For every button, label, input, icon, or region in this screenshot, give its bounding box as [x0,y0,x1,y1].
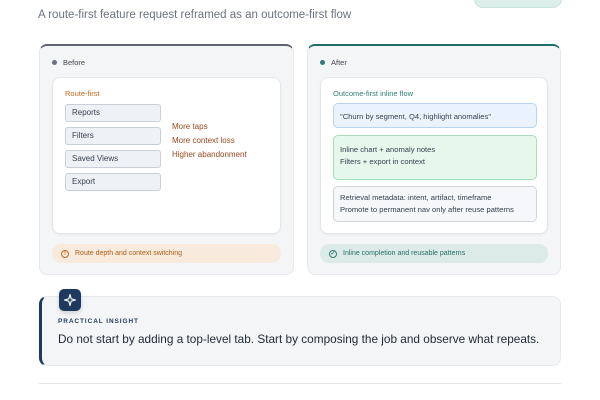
after-footer-chip [320,244,548,263]
after-footer-text: Inline completion and reusable patterns [343,250,466,257]
insight-label: PRACTICAL INSIGHT [58,318,139,325]
cost-abandonment: Higher abandonment [172,150,247,159]
insight-callout [39,296,561,366]
before-panel [39,44,294,275]
meta-line-1: Retrieval metadata: intent, artifact, timeframe [340,193,492,202]
after-label [320,58,347,67]
dot-icon [52,60,57,65]
route-first-card [52,77,281,234]
check-circle-icon: ✓ [330,250,336,257]
outcome-first-title: Outcome-first inline flow [333,89,414,98]
sparkle-icon [59,289,81,311]
insight-text: Do not start by adding a top-level tab. Start by composing the job and observe what repeats. [58,332,540,346]
after-label-text: After [331,58,347,67]
meta-line-2: Promote to permanent nav only after reuse patterns [340,204,514,214]
metadata-box [333,186,537,222]
query-box[interactable] [333,103,537,128]
cost-context-loss: More context loss [172,136,235,145]
bottom-divider [39,383,561,384]
route-item-filters[interactable]: Filters [65,127,161,145]
top-badge [474,0,562,8]
dot-icon [320,60,325,65]
subtitle: A route-first feature request reframed as an outcome-first flow [38,9,352,21]
chart-line-1: Inline chart + anomaly notes [340,145,436,154]
route-first-title: Route-first [65,89,100,98]
sparkle-svg [64,294,76,306]
chart-line-2: Filters + export in context [340,156,426,166]
before-footer-text: Route depth and context switching [75,250,183,257]
before-footer-chip [52,244,281,263]
cost-more-taps: More taps [172,122,208,131]
inline-chart-box [333,135,537,180]
route-item-saved-views[interactable]: Saved Views [65,150,161,168]
outcome-first-card [320,77,548,234]
query-text: "Churn by segment, Q4, highlight anomalies" [340,112,492,121]
after-panel [307,44,561,275]
before-label-text: Before [63,58,86,67]
route-item-reports[interactable]: Reports [65,104,161,122]
route-item-export[interactable]: Export [65,173,161,191]
before-label [52,58,85,67]
warning-circle-icon: ! [61,250,69,258]
